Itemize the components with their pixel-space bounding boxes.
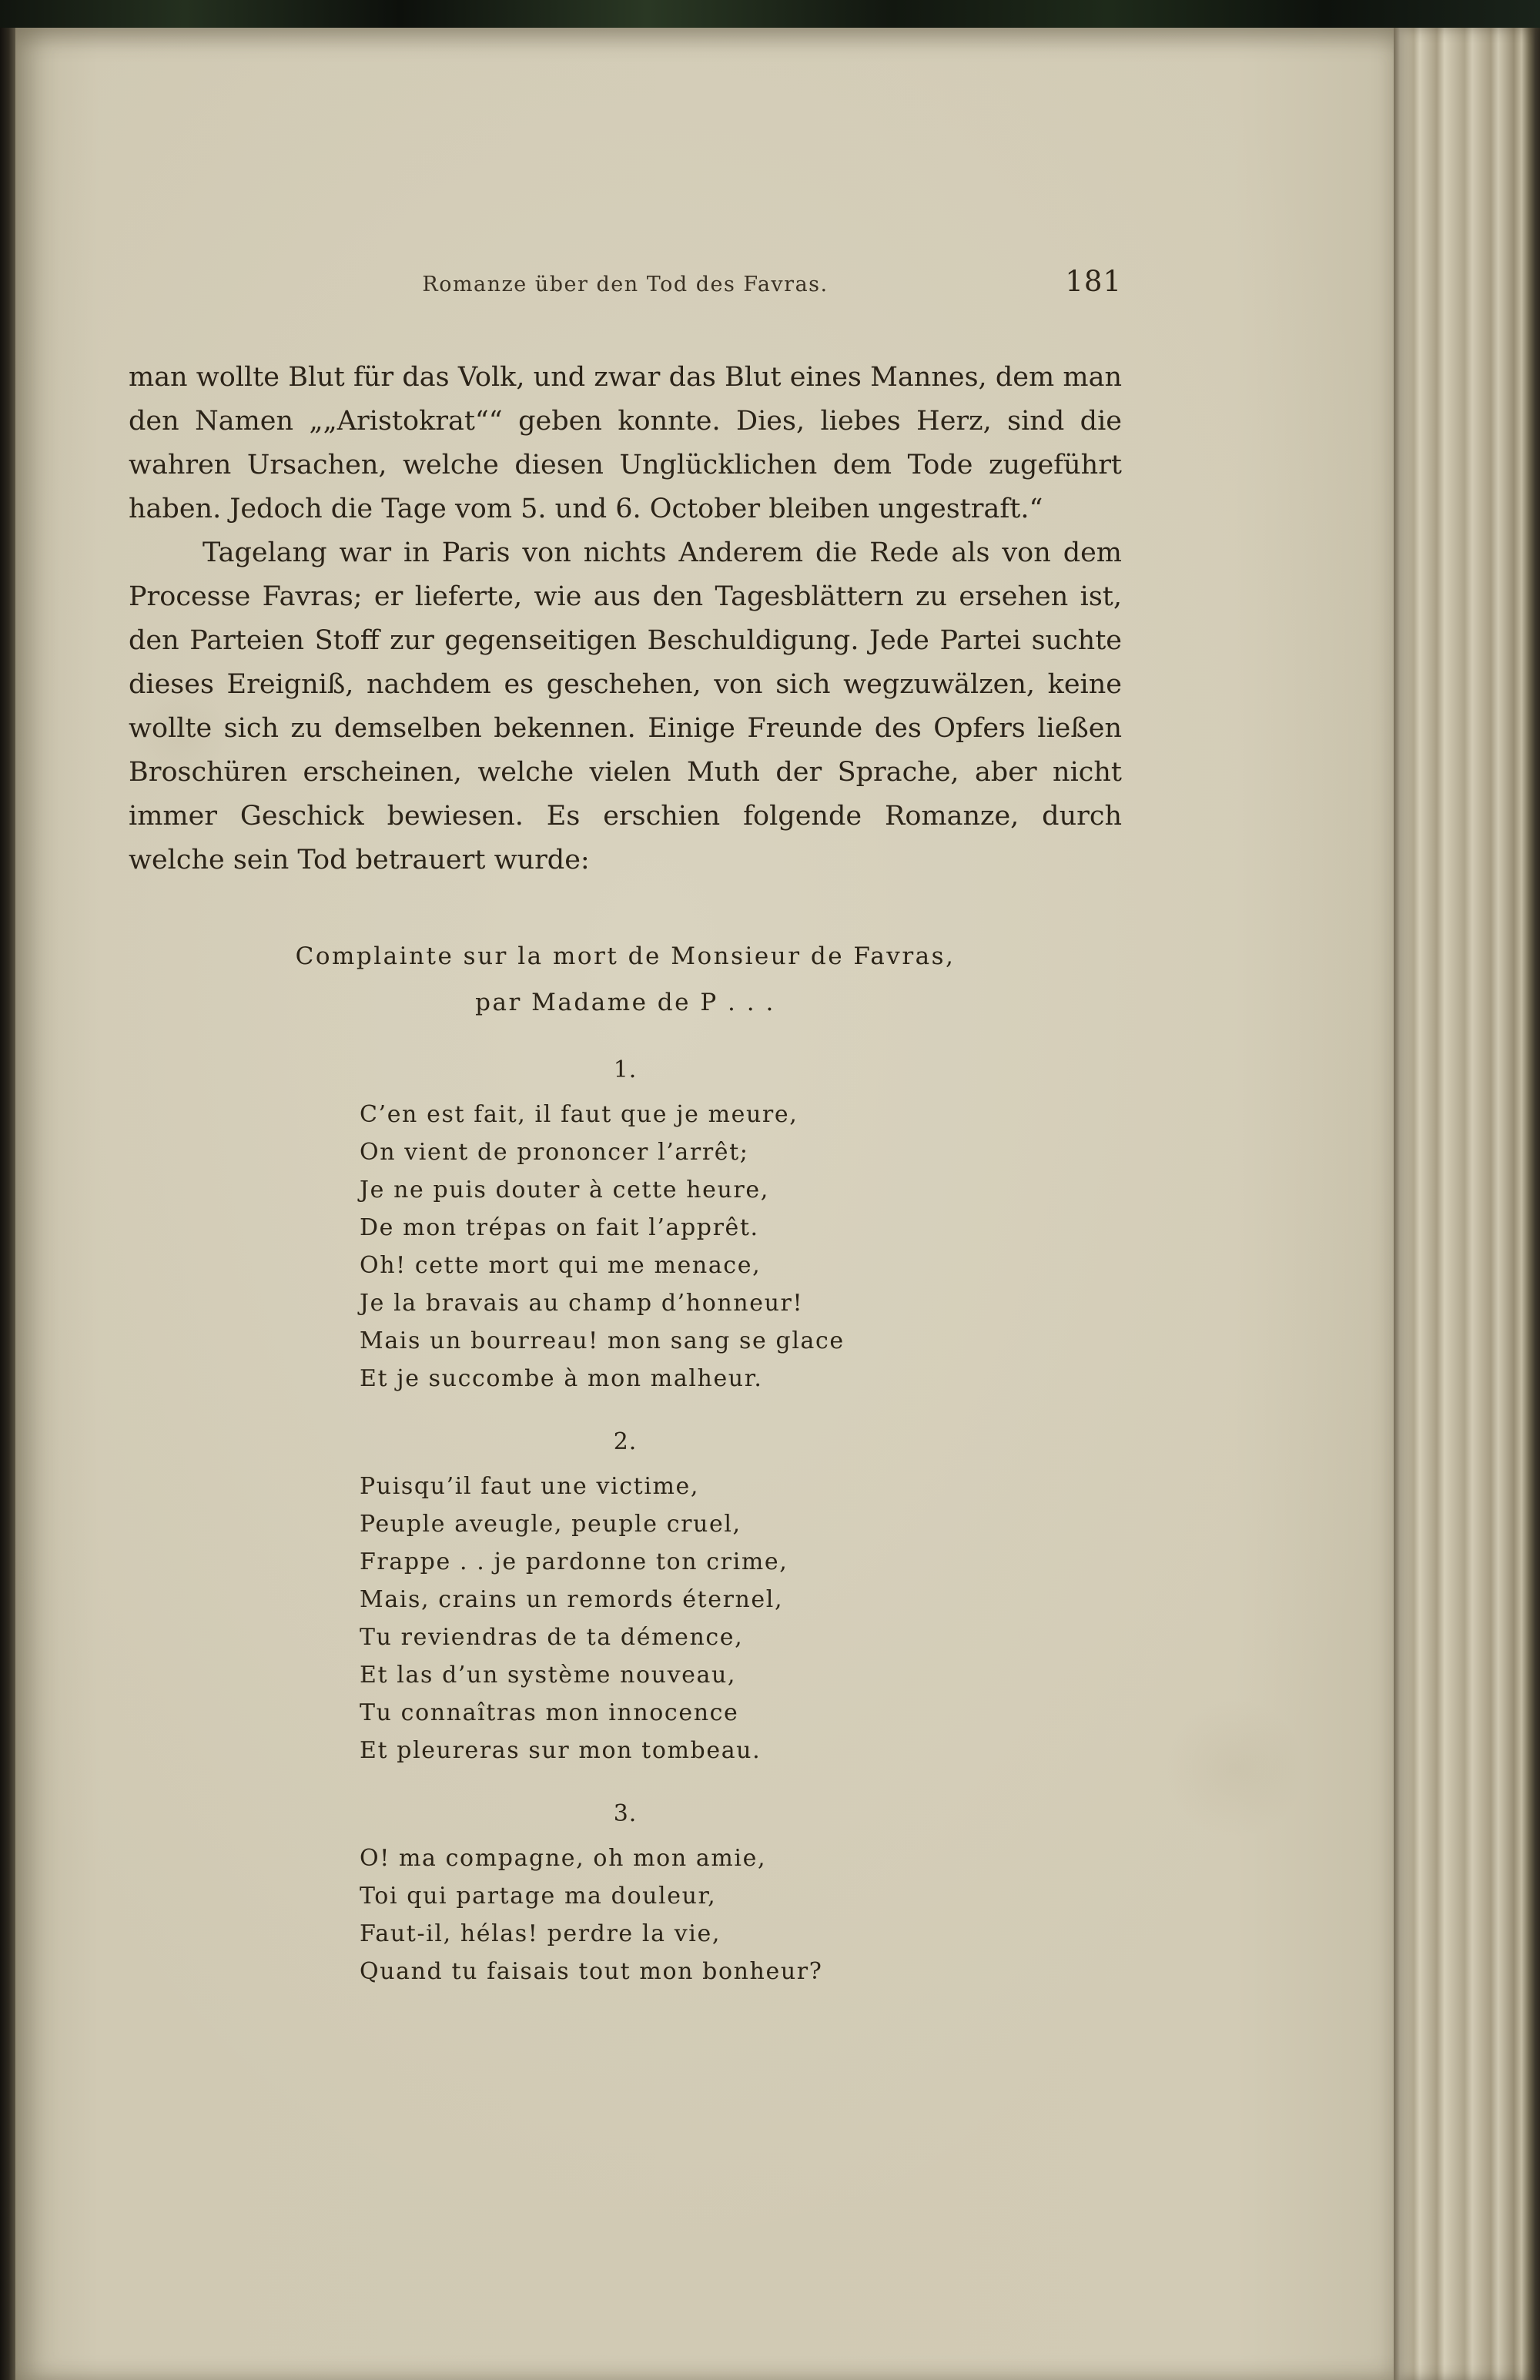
page-stack-edges — [1394, 28, 1540, 2380]
paragraph: man wollte Blut für das Volk, und zwar das Blut eines Mannes, dem man den Namen „„Aristokrat““ geben konnte. Dies, liebes Herz, sind die wahren Ursachen, welche diesen Unglücklichen dem Tode zugeführt haben. Jedoch die Tage vom 5. und 6. October bleiben ungestraft.“ — [129, 362, 1122, 524]
book-cover-top-edge — [0, 0, 1540, 28]
book-binding-left-edge — [0, 0, 15, 2380]
poem — [129, 933, 1122, 1990]
poem-line: Oh! cette mort qui me menace, — [360, 1252, 762, 1279]
poem-line: Faut-il, hélas! perdre la vie, — [360, 1920, 721, 1947]
poem-line: Mais un bourreau! mon sang se glace — [360, 1327, 845, 1354]
poem-line: C’en est fait, il faut que je meure, — [360, 1101, 798, 1128]
poem-line: O! ma compagne, oh mon amie, — [360, 1845, 767, 1872]
poem-line: Frappe . . je pardonne ton crime, — [360, 1548, 788, 1575]
text-block — [129, 265, 1122, 1990]
running-title: Romanze über den Tod des Favras. — [422, 273, 829, 296]
poem-line: Quand tu faisais tout mon bonheur? — [360, 1958, 823, 1985]
stanza — [360, 1096, 891, 1398]
book-page — [15, 28, 1401, 2380]
poem-line: Peuple aveugle, peuple cruel, — [360, 1511, 742, 1538]
poem-line: Mais, crains un remords éternel, — [360, 1586, 784, 1613]
poem-stanzas — [129, 1056, 1122, 1990]
poem-line: Tu reviendras de ta démence, — [360, 1624, 744, 1651]
poem-line: Et pleureras sur mon tombeau. — [360, 1737, 762, 1764]
page-number: 181 — [1065, 265, 1122, 298]
poem-line: Toi qui partage ma douleur, — [360, 1883, 717, 1910]
poem-line: Et je succombe à mon malheur. — [360, 1365, 763, 1392]
poem-line: Tu connaîtras mon innocence — [360, 1699, 739, 1726]
stanza — [360, 1839, 891, 1990]
poem-line: Puisqu’il faut une victime, — [360, 1473, 700, 1500]
paragraph: Tagelang war in Paris von nichts Anderem die Rede als von dem Processe Favras; er lieferte, wie aus den Tagesblättern zu ersehen ist, den Parteien Stoff zur gegenseitigen Beschuldigung. Jede Partei suchte dieses Ereigniß, nachdem es geschehen, von sich wegzuwälzen, keine wollte sich zu demselben bekennen. Einige Freunde des Opfers ließen Broschüren erscheinen, welche vielen Muth der Sprache, aber nicht immer Geschick bewiesen. Es erschien folgende Romanze, durch welche sein Tod betrauert wurde: — [129, 537, 1122, 875]
stanza-number: 1. — [613, 1056, 638, 1083]
poem-line: Et las d’un système nouveau, — [360, 1662, 737, 1689]
poem-line: Je la bravais au champ d’honneur! — [360, 1290, 804, 1317]
poem-title-line-1: Complainte sur la mort de Monsieur de Favras, — [295, 942, 956, 970]
stanza-number: 3. — [613, 1800, 638, 1827]
stanza-number: 2. — [613, 1428, 638, 1455]
poem-title-line-2: par Madame de P . . . — [475, 989, 775, 1016]
poem-line: On vient de prononcer l’arrêt; — [360, 1139, 749, 1166]
stanza — [360, 1468, 891, 1769]
poem-line: De mon trépas on fait l’apprêt. — [360, 1214, 759, 1241]
page-header — [129, 265, 1122, 311]
poem-line: Je ne puis douter à cette heure, — [360, 1177, 769, 1203]
